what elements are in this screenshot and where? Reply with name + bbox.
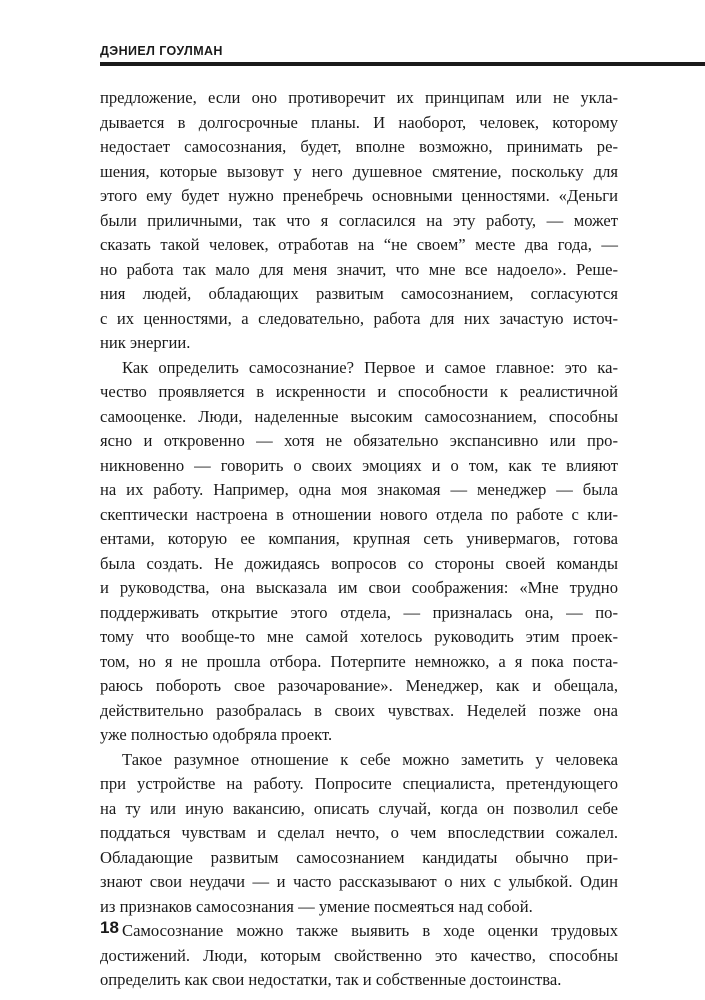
text-line: тому что вообще-то мне самой хотелось руководить этим проек- [100, 627, 618, 646]
text-line: шения, которые вызовут у него душевное смятение, поскольку для [100, 161, 618, 181]
text-line: предложение, если оно противоречит их принципам или не укла- [100, 88, 618, 107]
text-line: том, но я не прошла отбора. Потерпите немножко, а я пока поста- [100, 651, 618, 671]
text-line: но работа так мало для меня значит, что мне все надоело». Реше- [100, 259, 618, 279]
text-line: знают свои неудачи — и часто рассказывают о них с улыбкой. Один [100, 872, 618, 891]
text-line: чество проявляется в искренности и способности к реалистичной [100, 382, 618, 401]
text-line: поддерживать открытие этого отдела, — призналась она, — по- [100, 602, 618, 622]
text-line: на их работу. Например, одна моя знакомая — менеджер — была [100, 480, 618, 499]
text-line: с их ценностями, а следовательно, работа для них зачастую источ- [100, 308, 618, 328]
text-line: ния людей, обладающих развитым самосознанием, согласуются [100, 284, 618, 303]
text-line: действительно разобралась в своих чувствах. Неделей позже она [100, 700, 618, 720]
text-line: раюсь побороть свое разочарование». Менеджер, как и обещала, [100, 676, 618, 695]
paragraph [100, 748, 618, 920]
text-line: при устройстве на работу. Попросите специалиста, претендующего [100, 774, 618, 793]
body-text [100, 86, 618, 993]
text-line: определить как свои недостатки, так и собственные достоинства. [100, 970, 562, 989]
page-number: 18 [100, 918, 119, 937]
text-line: достижений. Люди, которым свойственно это качество, способны [100, 945, 618, 965]
text-line: скептически настроена в отношении нового отдела по работе с кли- [100, 504, 618, 524]
text-line: никновенно — говорить о своих эмоциях и о том, как те влияют [100, 455, 618, 475]
text-line: Самосознание можно также выявить в ходе оценки трудовых [122, 921, 618, 940]
text-line: недостает самосознания, будет, вполне возможно, принимать ре- [100, 137, 618, 156]
text-line: из признаков самосознания — умение посмеяться над собой. [100, 896, 533, 916]
text-line: ник энергии. [100, 333, 191, 352]
text-line: Как определить самосознание? Первое и самое главное: это ка- [122, 357, 618, 377]
paragraph [100, 86, 618, 356]
text-line: на ту или иную вакансию, описать случай, когда он позволил себе [100, 798, 618, 818]
text-line: уже полностью одобряла проект. [100, 725, 333, 744]
text-line: сказать такой человек, отработав на “не своем” месте два года, — [100, 235, 618, 254]
text-line: этого ему будет нужно пренебречь основными ценностями. «Деньги [100, 186, 618, 205]
text-line: дывается в долгосрочные планы. И наоборот, человек, которому [100, 112, 618, 132]
text-line: и руководства, она высказала им свои соображения: «Мне трудно [100, 578, 618, 597]
text-line: Обладающие развитым самосознанием кандидаты обычно при- [100, 847, 618, 867]
header-rule [100, 62, 705, 66]
text-line: самооценке. Люди, наделенные высоким самосознанием, способны [100, 406, 618, 426]
text-line: поддаться чувствам и сделал нечто, о чем впоследствии сожалел. [100, 823, 618, 842]
text-line: была создать. Не дожидаясь вопросов со стороны своей команды [100, 553, 618, 573]
text-line: Такое разумное отношение к себе можно заметить у человека [122, 749, 618, 769]
text-line: были приличными, так что я согласился на эту работу, — может [100, 210, 618, 230]
paragraph [100, 356, 618, 748]
text-line: ентами, которую ее компания, крупная сеть универмагов, готова [100, 529, 618, 548]
text-line: ясно и откровенно — хотя не обязательно экспансивно или про- [100, 431, 618, 450]
paragraph [100, 919, 618, 993]
running-header-author: ДЭНИЕЛ ГОУЛМАН [100, 44, 223, 58]
